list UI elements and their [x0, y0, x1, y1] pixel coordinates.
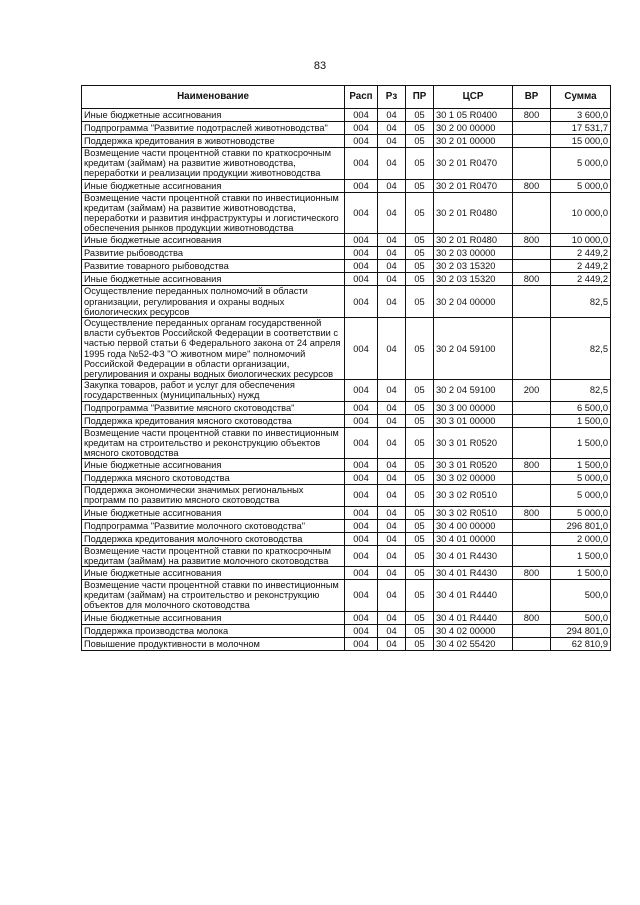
cell-vr	[513, 519, 551, 532]
cell-vr	[513, 580, 551, 612]
table-row	[82, 135, 611, 148]
cell-pr: 05	[406, 567, 434, 580]
cell-name: Подпрограмма "Развитие мясного скотоводства"	[82, 401, 345, 414]
cell-rz: 04	[378, 135, 406, 148]
cell-name: Поддержка производства молока	[82, 624, 345, 637]
cell-pr: 05	[406, 318, 434, 380]
cell-rz: 04	[378, 427, 406, 459]
cell-rz: 04	[378, 414, 406, 427]
cell-csr: 30 2 04 00000	[434, 286, 513, 318]
cell-vr: 800	[513, 179, 551, 192]
cell-pr: 05	[406, 401, 434, 414]
cell-sum: 1 500,0	[551, 414, 611, 427]
cell-rz: 04	[378, 459, 406, 472]
table-row	[82, 247, 611, 260]
cell-rasp: 004	[345, 247, 378, 260]
table-row	[82, 611, 611, 624]
cell-vr	[513, 637, 551, 650]
cell-pr: 05	[406, 247, 434, 260]
cell-pr: 05	[406, 519, 434, 532]
cell-sum: 17 531,7	[551, 122, 611, 135]
table-row	[82, 427, 611, 459]
cell-csr: 30 4 01 R4440	[434, 611, 513, 624]
table-header-row	[82, 86, 611, 109]
table-row	[82, 519, 611, 532]
cell-rasp: 004	[345, 122, 378, 135]
cell-csr: 30 2 04 59100	[434, 318, 513, 380]
cell-vr: 800	[513, 273, 551, 286]
cell-sum: 1 500,0	[551, 545, 611, 566]
cell-pr: 05	[406, 273, 434, 286]
cell-csr: 30 2 03 15320	[434, 260, 513, 273]
cell-sum: 2 449,2	[551, 273, 611, 286]
cell-vr	[513, 485, 551, 506]
cell-name: Иные бюджетные ассигнования	[82, 567, 345, 580]
cell-csr: 30 4 01 R4430	[434, 545, 513, 566]
header-name: Наименование	[82, 86, 345, 109]
cell-name: Развитие рыбоводства	[82, 247, 345, 260]
cell-rz: 04	[378, 318, 406, 380]
cell-csr: 30 2 04 59100	[434, 380, 513, 401]
table-row	[82, 580, 611, 612]
table-row	[82, 414, 611, 427]
cell-rasp: 004	[345, 148, 378, 180]
cell-name: Иные бюджетные ассигнования	[82, 109, 345, 122]
cell-rz: 04	[378, 247, 406, 260]
cell-vr	[513, 148, 551, 180]
cell-name: Иные бюджетные ассигнования	[82, 234, 345, 247]
cell-rz: 04	[378, 234, 406, 247]
cell-sum: 82,5	[551, 318, 611, 380]
cell-rz: 04	[378, 286, 406, 318]
cell-pr: 05	[406, 380, 434, 401]
cell-pr: 05	[406, 122, 434, 135]
cell-rz: 04	[378, 506, 406, 519]
cell-csr: 30 4 01 R4440	[434, 580, 513, 612]
table-row	[82, 148, 611, 180]
cell-vr	[513, 427, 551, 459]
cell-vr	[513, 545, 551, 566]
cell-name: Возмещение части процентной ставки по инвестиционным кредитам на строительство и реконструкцию объектов мясного скотоводства	[82, 427, 345, 459]
cell-csr: 30 2 01 R0480	[434, 192, 513, 234]
cell-csr: 30 3 00 00000	[434, 401, 513, 414]
cell-vr	[513, 122, 551, 135]
cell-rz: 04	[378, 637, 406, 650]
cell-pr: 05	[406, 485, 434, 506]
cell-pr: 05	[406, 135, 434, 148]
cell-pr: 05	[406, 506, 434, 519]
cell-pr: 05	[406, 109, 434, 122]
cell-vr	[513, 247, 551, 260]
header-rz: Рз	[378, 86, 406, 109]
cell-pr: 05	[406, 414, 434, 427]
cell-name: Поддержка кредитования мясного скотоводства	[82, 414, 345, 427]
cell-vr	[513, 260, 551, 273]
cell-name: Повышение продуктивности в молочном	[82, 637, 345, 650]
cell-sum: 6 500,0	[551, 401, 611, 414]
cell-csr: 30 4 02 55420	[434, 637, 513, 650]
cell-name: Осуществление переданных органам государственной власти субъектов Российской Федерации в соответствии с частью первой статьи 6 Федерального закона от 24 апреля 1995 года №52-ФЗ "О животном мире" полномочий Российской Федерации в области организации, регулирования и охраны водных биологических ресурсов	[82, 318, 345, 380]
cell-rz: 04	[378, 485, 406, 506]
cell-rasp: 004	[345, 260, 378, 273]
cell-vr: 200	[513, 380, 551, 401]
cell-pr: 05	[406, 624, 434, 637]
table-row	[82, 624, 611, 637]
cell-vr: 800	[513, 459, 551, 472]
cell-vr: 800	[513, 234, 551, 247]
cell-sum: 2 449,2	[551, 260, 611, 273]
cell-rz: 04	[378, 624, 406, 637]
cell-rz: 04	[378, 580, 406, 612]
budget-table	[81, 85, 611, 651]
table-row	[82, 485, 611, 506]
cell-rasp: 004	[345, 273, 378, 286]
cell-sum: 500,0	[551, 580, 611, 612]
cell-name: Иные бюджетные ассигнования	[82, 506, 345, 519]
cell-vr	[513, 472, 551, 485]
cell-sum: 1 500,0	[551, 427, 611, 459]
cell-rasp: 004	[345, 109, 378, 122]
cell-sum: 5 000,0	[551, 506, 611, 519]
cell-name: Подпрограмма "Развитие подотраслей животноводства"	[82, 122, 345, 135]
table-row	[82, 380, 611, 401]
cell-pr: 05	[406, 179, 434, 192]
cell-rasp: 004	[345, 519, 378, 532]
cell-rz: 04	[378, 380, 406, 401]
cell-vr: 800	[513, 611, 551, 624]
cell-pr: 05	[406, 472, 434, 485]
cell-rz: 04	[378, 273, 406, 286]
cell-rasp: 004	[345, 318, 378, 380]
table-row	[82, 567, 611, 580]
table-row	[82, 545, 611, 566]
cell-pr: 05	[406, 580, 434, 612]
cell-sum: 1 500,0	[551, 567, 611, 580]
cell-sum: 10 000,0	[551, 192, 611, 234]
cell-pr: 05	[406, 545, 434, 566]
table-row	[82, 260, 611, 273]
table-row	[82, 109, 611, 122]
cell-name: Иные бюджетные ассигнования	[82, 179, 345, 192]
cell-name: Поддержка кредитования в животноводстве	[82, 135, 345, 148]
cell-rasp: 004	[345, 414, 378, 427]
cell-sum: 1 500,0	[551, 459, 611, 472]
cell-csr: 30 3 01 R0520	[434, 427, 513, 459]
table-row	[82, 459, 611, 472]
table-row	[82, 122, 611, 135]
table-row	[82, 286, 611, 318]
cell-sum: 500,0	[551, 611, 611, 624]
cell-name: Поддержка экономически значимых региональных программ по развитию мясного скотоводства	[82, 485, 345, 506]
cell-rasp: 004	[345, 401, 378, 414]
cell-sum: 5 000,0	[551, 148, 611, 180]
cell-name: Возмещение части процентной ставки по инвестиционным кредитам (займам) на развитие животноводства, переработки и развития инфраструктуры и логистического обеспечения рынков продукции животноводства	[82, 192, 345, 234]
table-row	[82, 472, 611, 485]
table-row	[82, 532, 611, 545]
cell-sum: 62 810,9	[551, 637, 611, 650]
cell-rz: 04	[378, 545, 406, 566]
cell-pr: 05	[406, 286, 434, 318]
header-csr: ЦСР	[434, 86, 513, 109]
table-row	[82, 179, 611, 192]
cell-pr: 05	[406, 148, 434, 180]
cell-sum: 2 000,0	[551, 532, 611, 545]
cell-sum: 3 600,0	[551, 109, 611, 122]
cell-vr	[513, 318, 551, 380]
cell-sum: 82,5	[551, 380, 611, 401]
cell-pr: 05	[406, 427, 434, 459]
cell-sum: 5 000,0	[551, 472, 611, 485]
cell-vr	[513, 624, 551, 637]
table-row	[82, 192, 611, 234]
cell-pr: 05	[406, 260, 434, 273]
cell-csr: 30 2 03 15320	[434, 273, 513, 286]
cell-rasp: 004	[345, 459, 378, 472]
header-rasp: Расп	[345, 86, 378, 109]
cell-csr: 30 4 02 00000	[434, 624, 513, 637]
cell-rz: 04	[378, 401, 406, 414]
cell-rasp: 004	[345, 179, 378, 192]
header-pr: ПР	[406, 86, 434, 109]
cell-pr: 05	[406, 611, 434, 624]
cell-csr: 30 4 01 00000	[434, 532, 513, 545]
cell-rz: 04	[378, 567, 406, 580]
cell-pr: 05	[406, 459, 434, 472]
cell-name: Иные бюджетные ассигнования	[82, 459, 345, 472]
cell-sum: 15 000,0	[551, 135, 611, 148]
cell-sum: 82,5	[551, 286, 611, 318]
cell-sum: 2 449,2	[551, 247, 611, 260]
table-row	[82, 273, 611, 286]
cell-rasp: 004	[345, 472, 378, 485]
cell-rasp: 004	[345, 624, 378, 637]
cell-rz: 04	[378, 148, 406, 180]
cell-csr: 30 3 01 00000	[434, 414, 513, 427]
cell-name: Закупка товаров, работ и услуг для обеспечения государственных (муниципальных) нужд	[82, 380, 345, 401]
cell-csr: 30 4 00 00000	[434, 519, 513, 532]
cell-rz: 04	[378, 109, 406, 122]
cell-name: Поддержка мясного скотоводства	[82, 472, 345, 485]
cell-vr	[513, 414, 551, 427]
cell-rasp: 004	[345, 637, 378, 650]
cell-pr: 05	[406, 192, 434, 234]
cell-csr: 30 3 02 00000	[434, 472, 513, 485]
cell-name: Иные бюджетные ассигнования	[82, 273, 345, 286]
cell-sum: 296 801,0	[551, 519, 611, 532]
cell-pr: 05	[406, 532, 434, 545]
page-number: 83	[313, 60, 327, 72]
cell-name: Возмещение части процентной ставки по краткосрочным кредитам (займам) на развитие животноводства, переработки и реализации продукции животноводства	[82, 148, 345, 180]
cell-vr	[513, 532, 551, 545]
cell-csr: 30 3 02 R0510	[434, 506, 513, 519]
cell-rasp: 004	[345, 545, 378, 566]
cell-csr: 30 2 00 00000	[434, 122, 513, 135]
cell-name: Развитие товарного рыбоводства	[82, 260, 345, 273]
cell-sum: 10 000,0	[551, 234, 611, 247]
cell-rz: 04	[378, 192, 406, 234]
cell-rasp: 004	[345, 234, 378, 247]
cell-rasp: 004	[345, 380, 378, 401]
cell-rasp: 004	[345, 567, 378, 580]
cell-sum: 294 801,0	[551, 624, 611, 637]
cell-vr	[513, 192, 551, 234]
cell-vr: 800	[513, 506, 551, 519]
table-body	[82, 109, 611, 651]
cell-rasp: 004	[345, 532, 378, 545]
cell-sum: 5 000,0	[551, 485, 611, 506]
cell-name: Подпрограмма "Развитие молочного скотоводства"	[82, 519, 345, 532]
cell-vr	[513, 286, 551, 318]
cell-rasp: 004	[345, 427, 378, 459]
cell-rz: 04	[378, 179, 406, 192]
cell-rasp: 004	[345, 135, 378, 148]
cell-rz: 04	[378, 532, 406, 545]
cell-name: Иные бюджетные ассигнования	[82, 611, 345, 624]
cell-pr: 05	[406, 234, 434, 247]
cell-rasp: 004	[345, 611, 378, 624]
cell-rz: 04	[378, 472, 406, 485]
table-row	[82, 318, 611, 380]
cell-rz: 04	[378, 611, 406, 624]
cell-rasp: 004	[345, 580, 378, 612]
cell-vr	[513, 401, 551, 414]
cell-rasp: 004	[345, 485, 378, 506]
cell-rz: 04	[378, 122, 406, 135]
cell-csr: 30 2 01 R0480	[434, 234, 513, 247]
cell-name: Возмещение части процентной ставки по краткосрочным кредитам (займам) на развитие молочного скотоводства	[82, 545, 345, 566]
table-row	[82, 401, 611, 414]
cell-rz: 04	[378, 519, 406, 532]
cell-vr	[513, 135, 551, 148]
cell-csr: 30 2 01 R0470	[434, 148, 513, 180]
header-sum: Сумма	[551, 86, 611, 109]
cell-rasp: 004	[345, 506, 378, 519]
cell-sum: 5 000,0	[551, 179, 611, 192]
cell-csr: 30 2 03 00000	[434, 247, 513, 260]
cell-rasp: 004	[345, 192, 378, 234]
cell-csr: 30 3 02 R0510	[434, 485, 513, 506]
cell-pr: 05	[406, 637, 434, 650]
cell-csr: 30 1 05 R0400	[434, 109, 513, 122]
cell-csr: 30 2 01 00000	[434, 135, 513, 148]
cell-rz: 04	[378, 260, 406, 273]
cell-name: Поддержка кредитования молочного скотоводства	[82, 532, 345, 545]
cell-csr: 30 2 01 R0470	[434, 179, 513, 192]
table-row	[82, 637, 611, 650]
header-vr: ВР	[513, 86, 551, 109]
table-row	[82, 234, 611, 247]
cell-csr: 30 4 01 R4430	[434, 567, 513, 580]
cell-rasp: 004	[345, 286, 378, 318]
cell-csr: 30 3 01 R0520	[434, 459, 513, 472]
cell-name: Осуществление переданных полномочий в области организации, регулирования и охраны водных биологических ресурсов	[82, 286, 345, 318]
cell-name: Возмещение части процентной ставки по инвестиционным кредитам (займам) на строительство и реконструкцию объектов для молочного скотоводства	[82, 580, 345, 612]
table-row	[82, 506, 611, 519]
cell-vr: 800	[513, 109, 551, 122]
cell-vr: 800	[513, 567, 551, 580]
